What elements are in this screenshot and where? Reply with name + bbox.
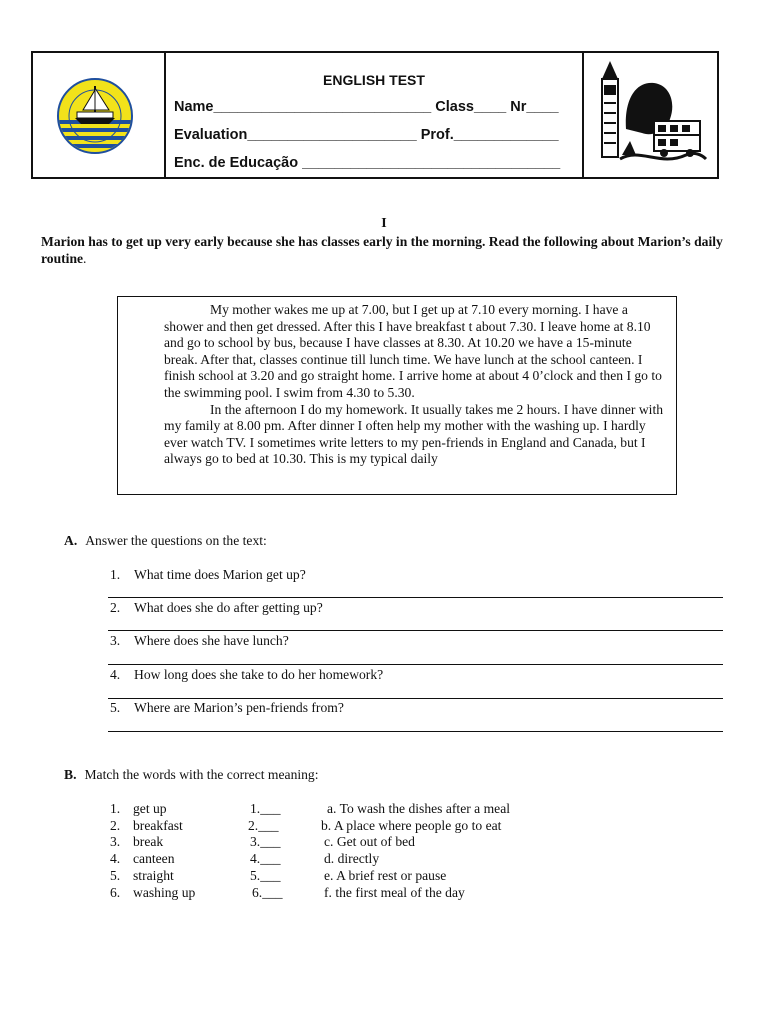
match-number: 6. — [110, 885, 121, 900]
answer-line-4[interactable] — [108, 698, 723, 699]
question-3 — [110, 633, 289, 649]
match-meaning: d. directly — [324, 851, 380, 866]
match-number: 2. — [110, 818, 121, 833]
question-number: 1. — [110, 567, 121, 582]
question-text: What does she do after getting up? — [134, 600, 323, 615]
instruction-period: . — [83, 251, 87, 266]
question-number: 5. — [110, 700, 121, 715]
match-word: breakfast — [133, 818, 183, 833]
match-blank[interactable]: 3.___ — [250, 834, 281, 849]
section-instruction — [41, 233, 731, 267]
match-number: 1. — [110, 801, 121, 816]
section-b-letter: B. — [64, 767, 77, 782]
match-number: 4. — [110, 851, 121, 866]
enc-educacao-field[interactable]: Enc. de Educação ________________________________ — [174, 155, 561, 171]
logo-cell — [33, 53, 166, 177]
match-row-1 — [110, 801, 560, 818]
match-meaning: c. Get out of bed — [324, 834, 415, 849]
section-b-instruction: Match the words with the correct meaning: — [84, 767, 319, 782]
match-row-3 — [110, 834, 560, 851]
school-crest-icon — [55, 76, 135, 156]
reading-paragraph-1: My mother wakes me up at 7.00, but I get up at 7.10 every morning. I have a shower and then get dressed. After this I have breakfast t about 7.30. I leave home at 8.10 and go to school by bus, because I have classes at 8.30. At 10.20 we have a 15-minute break. After that, classes continue till lunch time. We have lunch at the school canteen. I finish school at 3.20 and go straight home. I arrive home at about 4 0’clock and then I go to the swimming pool. I swim from 4.30 to 5.30. — [164, 302, 662, 400]
match-word: break — [133, 834, 164, 849]
question-text: Where are Marion’s pen-friends from? — [134, 700, 344, 715]
question-number: 4. — [110, 667, 121, 682]
match-meaning: a. To wash the dishes after a meal — [327, 801, 511, 816]
match-word: get up — [133, 801, 167, 816]
match-blank[interactable]: 1.___ — [250, 801, 281, 816]
reading-paragraph-2: In the afternoon I do my homework. It usually takes me 2 hours. I have dinner with my family at 8.00 pm. After dinner I often help my mother with the washing up. I hardly ever watch TV. I sometimes write letters to my pen-friends in England and Canada, but I always go to bed at 10.30. This is my typical daily — [164, 401, 664, 467]
match-row-6 — [110, 885, 560, 902]
test-title: ENGLISH TEST — [323, 72, 425, 88]
answer-line-5[interactable] — [108, 731, 723, 732]
answer-line-2[interactable] — [108, 630, 723, 631]
london-big-ben-bus-icon — [590, 59, 710, 169]
header-form — [166, 53, 584, 177]
question-number: 3. — [110, 633, 121, 648]
match-row-4 — [110, 851, 560, 868]
question-2 — [110, 600, 323, 616]
section-a-heading — [64, 533, 267, 549]
match-meaning: f. the first meal of the day — [324, 885, 465, 900]
match-word: canteen — [133, 851, 175, 866]
reading-text-box — [117, 296, 677, 495]
match-word: washing up — [133, 885, 196, 900]
match-blank[interactable]: 4.___ — [250, 851, 281, 866]
match-word: straight — [133, 868, 174, 883]
question-number: 2. — [110, 600, 121, 615]
question-text: How long does she take to do her homework? — [134, 667, 384, 682]
question-4 — [110, 667, 383, 683]
section-a-instruction: Answer the questions on the text: — [85, 533, 267, 548]
match-number: 3. — [110, 834, 121, 849]
illustration-cell — [584, 53, 717, 177]
match-blank[interactable]: 2.___ — [248, 818, 279, 833]
question-5 — [110, 700, 344, 716]
match-blank[interactable]: 5.___ — [250, 868, 281, 883]
match-meaning: b. A place where people go to eat — [321, 818, 502, 833]
match-row-5 — [110, 868, 560, 885]
section-a-letter: A. — [64, 533, 78, 548]
question-text: What time does Marion get up? — [134, 567, 306, 582]
reading-text — [164, 302, 664, 468]
header-box — [31, 51, 719, 179]
match-blank[interactable]: 6.___ — [252, 885, 283, 900]
name-class-field[interactable]: Name___________________________ Class____ Nr____ — [174, 99, 559, 115]
match-number: 5. — [110, 868, 121, 883]
answer-line-1[interactable] — [108, 597, 723, 598]
match-row-2 — [110, 818, 560, 835]
section-b-heading — [64, 767, 319, 783]
question-text: Where does she have lunch? — [134, 633, 289, 648]
evaluation-prof-field[interactable]: Evaluation_____________________ Prof._____________ — [174, 127, 559, 143]
instruction-text: Marion has to get up very early because she has classes early in the morning. Read the following about Marion’s daily routine — [41, 234, 723, 266]
question-1 — [110, 567, 306, 583]
section-number: I — [381, 216, 387, 231]
match-meaning: e. A brief rest or pause — [324, 868, 447, 883]
answer-line-3[interactable] — [108, 664, 723, 665]
